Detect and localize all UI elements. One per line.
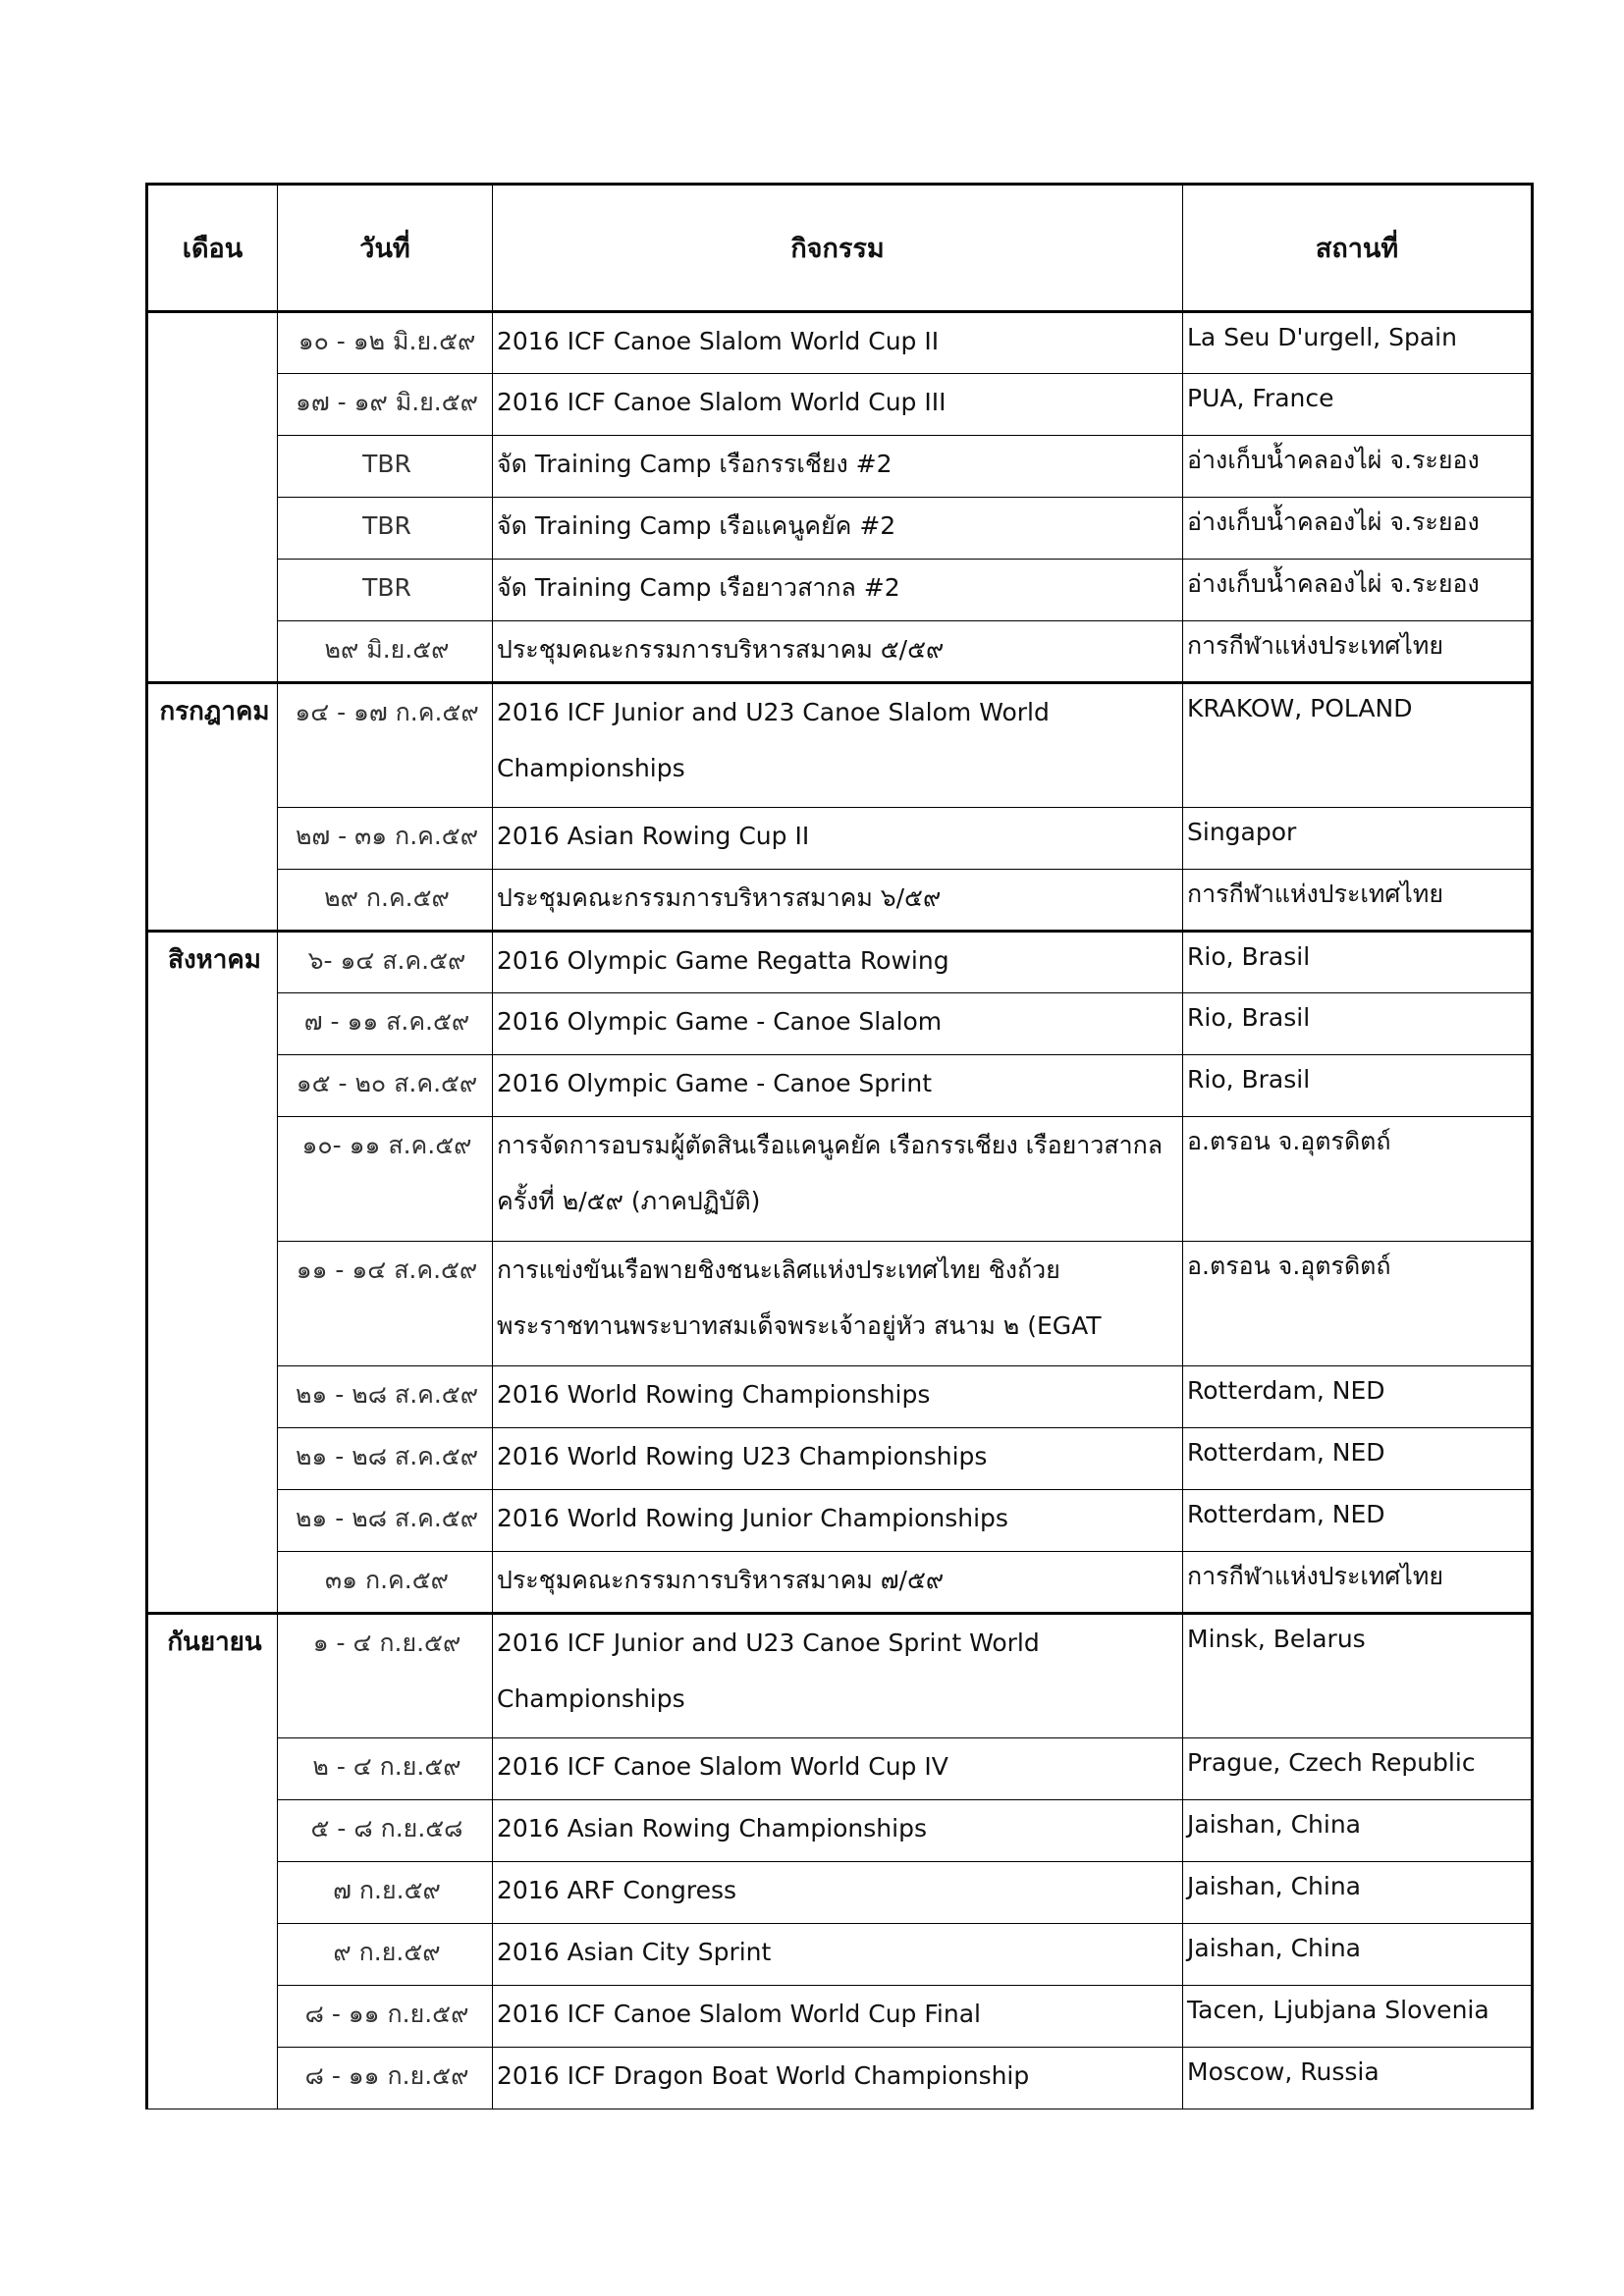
table-row — [147, 683, 1533, 808]
date-cell: ๘ - ๑๑ ก.ย.๕๙ — [278, 2048, 493, 2109]
date-cell: ๒๑ - ๒๘ ส.ค.๕๙ — [278, 1428, 493, 1490]
place-cell: Rotterdam, NED — [1183, 1428, 1533, 1490]
place-cell: การกีฬาแห่งประเทศไทย — [1183, 1552, 1533, 1614]
place-cell: Jaishan, China — [1183, 1800, 1533, 1862]
table-body — [147, 312, 1533, 2109]
date-cell: ๙ ก.ย.๕๙ — [278, 1924, 493, 1986]
place-cell: Rotterdam, NED — [1183, 1490, 1533, 1552]
date-cell: TBR — [278, 560, 493, 621]
date-cell: ๕ - ๘ ก.ย.๕๘ — [278, 1800, 493, 1862]
table-row — [147, 932, 1533, 993]
date-cell: TBR — [278, 436, 493, 498]
place-cell: KRAKOW, POLAND — [1183, 683, 1533, 808]
date-cell: ๑๑ - ๑๔ ส.ค.๕๙ — [278, 1242, 493, 1366]
month-cell — [147, 312, 278, 683]
activity-cell: ประชุมคณะกรรมการบริหารสมาคม ๖/๕๙ — [493, 870, 1183, 932]
place-cell: Jaishan, China — [1183, 1924, 1533, 1986]
table-row — [147, 1117, 1533, 1242]
table-row — [147, 621, 1533, 683]
place-cell: Singapor — [1183, 808, 1533, 870]
activity-cell: การแข่งขันเรือพายชิงชนะเลิศแห่งประเทศไทย ชิงถ้วย พระราชทานพระบาทสมเด็จพระเจ้าอยู่หัว สนาม ๒ (EGAT — [493, 1242, 1183, 1366]
table-row — [147, 808, 1533, 870]
month-cell: สิงหาคม — [147, 932, 278, 1614]
place-cell: Jaishan, China — [1183, 1862, 1533, 1924]
date-cell: ๒๙ มิ.ย.๕๙ — [278, 621, 493, 683]
date-cell: ๑๐- ๑๑ ส.ค.๕๙ — [278, 1117, 493, 1242]
place-cell: อ.ตรอน จ.อุตรดิตถ์ — [1183, 1117, 1533, 1242]
place-cell: PUA, France — [1183, 374, 1533, 436]
date-cell: ๗ - ๑๑ ส.ค.๕๙ — [278, 993, 493, 1055]
date-cell: TBR — [278, 498, 493, 560]
month-cell: กันยายน — [147, 1614, 278, 2109]
place-cell: Tacen, Ljubjana Slovenia — [1183, 1986, 1533, 2048]
activity-cell: 2016 ICF Canoe Slalom World Cup IV — [493, 1738, 1183, 1800]
date-cell: ๒๑ - ๒๘ ส.ค.๕๙ — [278, 1366, 493, 1428]
table-row — [147, 312, 1533, 374]
table-row — [147, 560, 1533, 621]
date-cell: ๒๗ - ๓๑ ก.ค.๕๙ — [278, 808, 493, 870]
table-row — [147, 1428, 1533, 1490]
date-cell: ๑๕ - ๒๐ ส.ค.๕๙ — [278, 1055, 493, 1117]
header-place: สถานที่ — [1183, 185, 1533, 312]
table-row — [147, 1490, 1533, 1552]
activity-cell: จัด Training Camp เรือยาวสากล #2 — [493, 560, 1183, 621]
table-row — [147, 870, 1533, 932]
activity-cell: 2016 ICF Canoe Slalom World Cup III — [493, 374, 1183, 436]
table-header — [147, 185, 1533, 312]
table-row — [147, 436, 1533, 498]
activity-cell: 2016 Asian City Sprint — [493, 1924, 1183, 1986]
activity-cell: ประชุมคณะกรรมการบริหารสมาคม ๗/๕๙ — [493, 1552, 1183, 1614]
date-cell: ๓๑ ก.ค.๕๙ — [278, 1552, 493, 1614]
date-cell: ๑๗ - ๑๙ มิ.ย.๕๙ — [278, 374, 493, 436]
activity-cell: 2016 Olympic Game - Canoe Slalom — [493, 993, 1183, 1055]
table-row — [147, 1614, 1533, 1738]
place-cell: การกีฬาแห่งประเทศไทย — [1183, 621, 1533, 683]
table-row — [147, 1055, 1533, 1117]
activity-cell: 2016 Olympic Game - Canoe Sprint — [493, 1055, 1183, 1117]
header-date: วันที่ — [278, 185, 493, 312]
table-row — [147, 498, 1533, 560]
header-month: เดือน — [147, 185, 278, 312]
place-cell: Rio, Brasil — [1183, 993, 1533, 1055]
place-cell: Moscow, Russia — [1183, 2048, 1533, 2109]
table-row — [147, 1924, 1533, 1986]
place-cell: Prague, Czech Republic — [1183, 1738, 1533, 1800]
activity-cell: 2016 ICF Junior and U23 Canoe Sprint World Championships — [493, 1614, 1183, 1738]
place-cell: อ่างเก็บน้ำคลองไผ่ จ.ระยอง — [1183, 560, 1533, 621]
activity-cell: 2016 ICF Junior and U23 Canoe Slalom World Championships — [493, 683, 1183, 808]
table-row — [147, 1552, 1533, 1614]
date-cell: ๑ - ๔ ก.ย.๕๙ — [278, 1614, 493, 1738]
activity-cell: 2016 World Rowing Junior Championships — [493, 1490, 1183, 1552]
table-row — [147, 1800, 1533, 1862]
place-cell: Rio, Brasil — [1183, 932, 1533, 993]
place-cell: อ่างเก็บน้ำคลองไผ่ จ.ระยอง — [1183, 436, 1533, 498]
place-cell: La Seu D'urgell, Spain — [1183, 312, 1533, 374]
header-activity: กิจกรรม — [493, 185, 1183, 312]
place-cell: อ.ตรอน จ.อุตรดิตถ์ — [1183, 1242, 1533, 1366]
table-row — [147, 1366, 1533, 1428]
table-row — [147, 2048, 1533, 2109]
date-cell: ๗ ก.ย.๕๙ — [278, 1862, 493, 1924]
activity-cell: 2016 World Rowing Championships — [493, 1366, 1183, 1428]
activity-cell: 2016 ICF Canoe Slalom World Cup II — [493, 312, 1183, 374]
activity-cell: 2016 Asian Rowing Cup II — [493, 808, 1183, 870]
table-row — [147, 1738, 1533, 1800]
place-cell: Minsk, Belarus — [1183, 1614, 1533, 1738]
date-cell: ๑๔ - ๑๗ ก.ค.๕๙ — [278, 683, 493, 808]
date-cell: ๒ - ๔ ก.ย.๕๙ — [278, 1738, 493, 1800]
date-cell: ๖- ๑๔ ส.ค.๕๙ — [278, 932, 493, 993]
activity-cell: 2016 Asian Rowing Championships — [493, 1800, 1183, 1862]
table-row — [147, 374, 1533, 436]
schedule-table — [145, 183, 1534, 2109]
date-cell: ๘ - ๑๑ ก.ย.๕๙ — [278, 1986, 493, 2048]
place-cell: Rotterdam, NED — [1183, 1366, 1533, 1428]
activity-cell: 2016 ICF Canoe Slalom World Cup Final — [493, 1986, 1183, 2048]
activity-cell: ประชุมคณะกรรมการบริหารสมาคม ๕/๕๙ — [493, 621, 1183, 683]
table-row — [147, 993, 1533, 1055]
activity-cell: จัด Training Camp เรือกรรเชียง #2 — [493, 436, 1183, 498]
activity-cell: การจัดการอบรมผู้ตัดสินเรือแคนูคยัค เรือกรรเชียง เรือยาวสากล ครั้งที่ ๒/๕๙ (ภาคปฏิบัติ) — [493, 1117, 1183, 1242]
activity-cell: 2016 ICF Dragon Boat World Championship — [493, 2048, 1183, 2109]
activity-cell: 2016 ARF Congress — [493, 1862, 1183, 1924]
month-cell: กรกฎาคม — [147, 683, 278, 932]
activity-cell: 2016 World Rowing U23 Championships — [493, 1428, 1183, 1490]
table-row — [147, 1862, 1533, 1924]
date-cell: ๒๑ - ๒๘ ส.ค.๕๙ — [278, 1490, 493, 1552]
date-cell: ๒๙ ก.ค.๕๙ — [278, 870, 493, 932]
table-row — [147, 1986, 1533, 2048]
table-row — [147, 1242, 1533, 1366]
place-cell: Rio, Brasil — [1183, 1055, 1533, 1117]
activity-cell: จัด Training Camp เรือแคนูคยัค #2 — [493, 498, 1183, 560]
place-cell: อ่างเก็บน้ำคลองไผ่ จ.ระยอง — [1183, 498, 1533, 560]
place-cell: การกีฬาแห่งประเทศไทย — [1183, 870, 1533, 932]
activity-cell: 2016 Olympic Game Regatta Rowing — [493, 932, 1183, 993]
date-cell: ๑๐ - ๑๒ มิ.ย.๕๙ — [278, 312, 493, 374]
